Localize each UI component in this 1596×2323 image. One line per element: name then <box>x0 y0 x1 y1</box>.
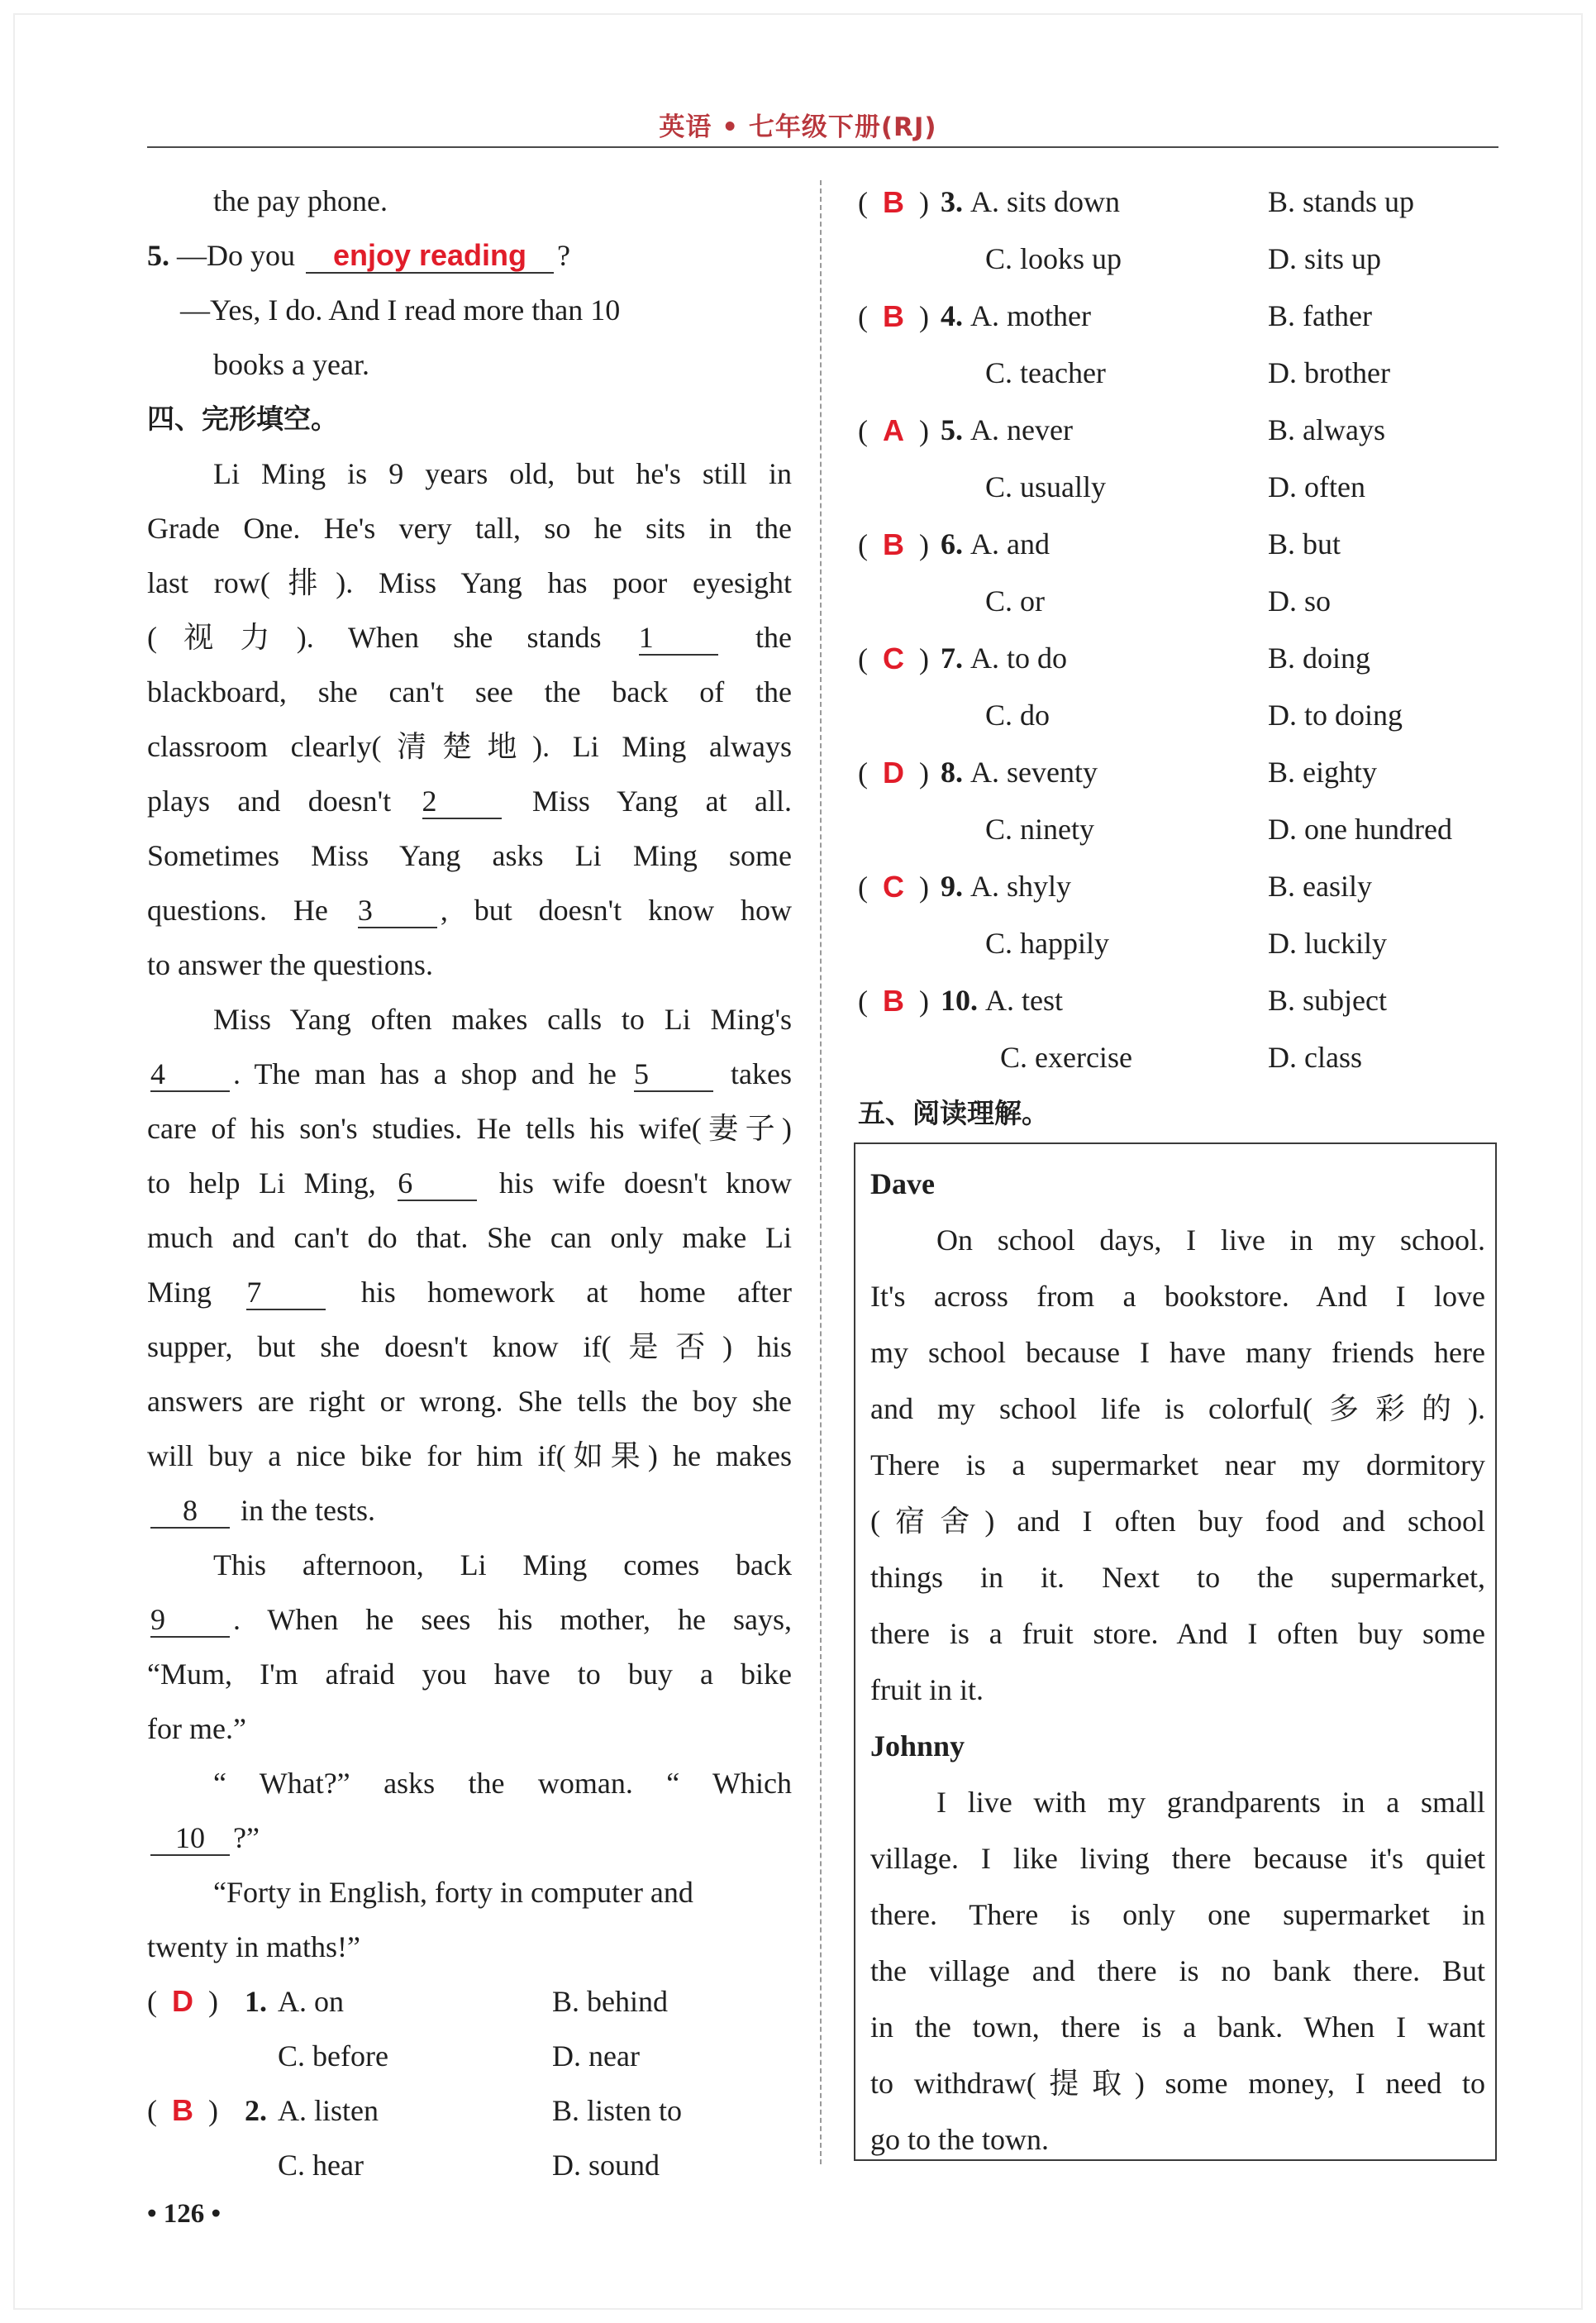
text-line <box>147 1592 792 1647</box>
passage-line: there. There is only one supermarket in <box>870 1898 1485 1931</box>
question-number: 3. <box>941 185 963 218</box>
option-b: B. but <box>1268 527 1341 560</box>
question-mark: ? <box>557 239 570 272</box>
blank-7: 7 <box>246 1276 326 1310</box>
blank-3: 3 <box>358 894 437 928</box>
answer-paren: ( B ) <box>147 2093 218 2127</box>
text-line: Grade One. He's very tall, so he sits in the <box>147 512 792 545</box>
text-line <box>147 1810 792 1865</box>
text-segment: (视力). When she stands <box>147 621 602 654</box>
answer-paren: ( A ) <box>858 413 929 447</box>
option-c: C. before <box>278 2039 388 2073</box>
option-a: A. listen <box>278 2094 379 2127</box>
blank-8: 8 <box>150 1494 230 1529</box>
text-line: Li Ming is 9 years old, but he's still in <box>213 457 792 490</box>
passage-line: I live with my grandparents in a small <box>936 1786 1485 1819</box>
reading-passage-box <box>854 1142 1497 2161</box>
blank-5: 5 <box>634 1057 713 1092</box>
text-line <box>147 774 792 828</box>
text-segment: his homework at home after <box>360 1276 793 1309</box>
question-4 <box>858 288 1503 345</box>
passage-line: the village and there is no bank there. But <box>870 1954 1485 1987</box>
text-segment: questions. He <box>147 894 328 927</box>
text-line <box>147 1047 792 1101</box>
question-5 <box>858 402 1503 459</box>
option-d: D. sound <box>552 2149 660 2182</box>
question-number: 9. <box>941 870 963 903</box>
answer-paren: ( B ) <box>858 984 929 1018</box>
text-line: the pay phone. <box>213 184 388 217</box>
text-segment: the <box>755 621 792 654</box>
passage-name-dave: Dave <box>870 1167 935 1200</box>
answer-letter: A <box>883 413 904 447</box>
option-b: B. father <box>1268 299 1372 332</box>
text-line: Sometimes Miss Yang asks Li Ming some <box>147 839 792 872</box>
question-number: 8. <box>941 756 963 789</box>
question-1-row-2 <box>147 2029 792 2083</box>
passage-line: fruit in it. <box>870 1673 984 1706</box>
question-number: 5. <box>941 413 963 446</box>
answer-letter: B <box>172 2093 193 2127</box>
blank-9: 9 <box>150 1603 230 1638</box>
passage-line: It's across from a bookstore. And I love <box>870 1280 1485 1313</box>
question-7-row-2 <box>858 687 1503 744</box>
passage-line: go to the town. <box>870 2123 1049 2156</box>
question-list <box>858 174 1503 1086</box>
blank-2: 2 <box>422 785 502 819</box>
johnny-paragraph <box>870 1774 1485 2168</box>
dave-paragraph <box>870 1212 1485 1718</box>
option-d: D. often <box>1268 470 1365 503</box>
question-5-row-2 <box>858 459 1503 516</box>
answer-letter: C <box>883 642 904 675</box>
text-line: twenty in maths!” <box>147 1930 360 1963</box>
option-a: A. on <box>278 1985 344 2018</box>
option-b: B. always <box>1268 413 1385 446</box>
option-d: D. near <box>552 2039 640 2073</box>
option-a: A. never <box>970 413 1073 446</box>
answer-letter: D <box>172 1984 193 2018</box>
question-3 <box>858 174 1503 231</box>
text-segment: ?” <box>233 1821 260 1854</box>
option-d: D. sits up <box>1268 242 1382 275</box>
question-number: 6. <box>941 527 963 560</box>
option-d: D. one hundred <box>1268 813 1452 846</box>
option-a: A. test <box>985 984 1063 1017</box>
question-number: 4. <box>941 299 963 332</box>
question-8 <box>858 744 1503 801</box>
option-c: C. hear <box>278 2149 364 2182</box>
page-number: • 126 • <box>147 2199 222 2229</box>
question-number: 2. <box>245 2094 267 2127</box>
text-segment: Ming <box>147 1276 212 1309</box>
text-line: classroom clearly(清楚地). Li Ming always <box>147 730 792 763</box>
header-title: 英语 • 七年级下册(RJ) <box>659 112 937 142</box>
text-line: “ What?” asks the woman. “ Which <box>213 1767 792 1800</box>
option-b: B. behind <box>552 1985 668 2018</box>
option-a: A. shyly <box>970 870 1072 903</box>
option-d: D. luckily <box>1268 927 1387 960</box>
text-line: much and can't do that. She can only make Li <box>147 1221 792 1254</box>
passage-line: my school because I have many friends here <box>870 1336 1485 1369</box>
option-c: C. do <box>985 699 1051 732</box>
passage-line: There is a supermarket near my dormitory <box>870 1448 1485 1481</box>
question-2 <box>147 2083 792 2138</box>
right-column <box>858 174 1503 1141</box>
text-line: This afternoon, Li Ming comes back <box>213 1548 792 1581</box>
text-line: to answer the questions. <box>147 948 433 981</box>
passage-name-johnny: Johnny <box>870 1729 965 1763</box>
passage-line: there is a fruit store. And I often buy some <box>870 1617 1485 1650</box>
passage-line: village. I like living there because it's quiet <box>870 1842 1485 1875</box>
blank-6: 6 <box>398 1166 477 1201</box>
text-line <box>147 1156 792 1210</box>
option-c: C. or <box>985 584 1045 618</box>
text-line: for me.” <box>147 1712 246 1745</box>
text-segment: plays and doesn't <box>147 785 392 818</box>
text-segment: Miss Yang at all. <box>531 785 792 818</box>
option-c: C. ninety <box>985 813 1094 846</box>
text-line: last row(排). Miss Yang has poor eyesight <box>147 566 792 599</box>
question-number: 10. <box>941 984 978 1017</box>
passage-line: and my school life is colorful(多彩的). <box>870 1392 1485 1425</box>
question-10 <box>858 972 1503 1029</box>
option-a: A. mother <box>970 299 1091 332</box>
question-6-row-2 <box>858 573 1503 630</box>
text-line <box>147 1265 792 1319</box>
option-d: D. to doing <box>1268 699 1403 732</box>
text-line: “Mum, I'm afraid you have to buy a bike <box>147 1658 792 1691</box>
section-4-title: 四、完形填空。 <box>147 403 338 435</box>
blank-1: 1 <box>639 621 718 656</box>
question-number: 5. <box>147 239 169 272</box>
question-9 <box>858 858 1503 915</box>
text-line: blackboard, she can't see the back of the <box>147 675 792 708</box>
question-6 <box>858 516 1503 573</box>
option-c: C. teacher <box>985 356 1106 389</box>
text-line: —Yes, I do. And I read more than 10 <box>180 293 621 327</box>
question-5 <box>147 228 792 283</box>
answer-letter: B <box>883 299 904 333</box>
text-line <box>147 610 792 665</box>
text-segment: , but doesn't know how <box>440 894 792 927</box>
column-divider <box>820 180 822 2164</box>
question-1 <box>147 1974 792 2029</box>
answer-letter: C <box>883 870 904 904</box>
text-line: will buy a nice bike for him if(如果) he makes <box>147 1439 792 1472</box>
question-8-row-2 <box>858 801 1503 858</box>
text-line: supper, but she doesn't know if(是否) his <box>147 1330 792 1363</box>
option-d: D. class <box>1268 1041 1362 1074</box>
answer-paren: ( D ) <box>858 756 929 789</box>
text-line <box>147 883 792 937</box>
text-segment: his wife doesn't know <box>498 1166 793 1200</box>
text-segment: . When he sees his mother, he says, <box>233 1603 792 1636</box>
option-c: C. usually <box>985 470 1107 503</box>
text-line: answers are right or wrong. She tells the boy she <box>147 1385 792 1418</box>
option-a: A. seventy <box>970 756 1098 789</box>
option-b: B. eighty <box>1268 756 1377 789</box>
answer-letter: B <box>883 527 904 561</box>
text-segment: takes <box>731 1057 793 1090</box>
left-column <box>147 174 792 2192</box>
answer-paren: ( B ) <box>858 299 929 333</box>
option-a: A. and <box>970 527 1050 560</box>
option-c: C. happily <box>985 927 1109 960</box>
option-a: A. to do <box>970 642 1067 675</box>
question-7 <box>858 630 1503 687</box>
answer-letter: D <box>883 756 904 789</box>
section-5-title: 五、阅读理解。 <box>858 1097 1049 1129</box>
question-9-row-2 <box>858 915 1503 972</box>
question-3-row-2 <box>858 231 1503 288</box>
header-rule <box>147 146 1498 148</box>
passage-line: (宿舍) and I often buy food and school <box>870 1505 1485 1538</box>
text-line: Miss Yang often makes calls to Li Ming's <box>213 1003 792 1036</box>
answer-paren: ( C ) <box>858 870 929 904</box>
answer-paren: ( C ) <box>858 642 929 675</box>
passage-line: On school days, I live in my school. <box>936 1224 1485 1257</box>
option-b: B. listen to <box>552 2094 683 2127</box>
question-4-row-2 <box>858 345 1503 402</box>
option-c: C. looks up <box>985 242 1122 275</box>
answer-letter: B <box>883 185 904 219</box>
answer-paren: ( B ) <box>858 185 929 219</box>
question-2-row-2 <box>147 2138 792 2192</box>
text-line <box>147 1483 792 1538</box>
option-b: B. doing <box>1268 642 1371 675</box>
question-10-row-2 <box>858 1029 1503 1086</box>
option-d: D. so <box>1268 584 1332 618</box>
answer-letter: B <box>883 984 904 1018</box>
passage-line: to withdraw(提取) some money, I need to <box>870 2067 1485 2100</box>
text-line: care of his son's studies. He tells his wife(妻子) <box>147 1112 792 1145</box>
option-b: B. easily <box>1268 870 1372 903</box>
answer-paren: ( D ) <box>147 1984 218 2018</box>
question-prompt: —Do you <box>177 239 295 272</box>
blank-4: 4 <box>150 1057 230 1092</box>
text-segment: to help Li Ming, <box>147 1166 376 1200</box>
option-a: A. sits down <box>970 185 1121 218</box>
option-d: D. brother <box>1268 356 1390 389</box>
text-line: “Forty in English, forty in computer and <box>213 1876 693 1909</box>
answer-blank: enjoy reading <box>306 239 554 274</box>
question-number: 1. <box>245 1985 267 2018</box>
option-c: C. exercise <box>1000 1041 1132 1074</box>
question-number: 7. <box>941 642 963 675</box>
passage-line: in the town, there is a bank. When I want <box>870 2011 1485 2044</box>
text-line: books a year. <box>213 348 369 381</box>
text-segment: in the tests. <box>241 1494 375 1527</box>
blank-10: 10 <box>150 1821 230 1856</box>
answer-paren: ( B ) <box>858 527 929 561</box>
option-b: B. subject <box>1268 984 1387 1017</box>
passage-line: things in it. Next to the supermarket, <box>870 1561 1485 1594</box>
text-segment: . The man has a shop and he <box>233 1057 617 1090</box>
option-b: B. stands up <box>1268 185 1415 218</box>
